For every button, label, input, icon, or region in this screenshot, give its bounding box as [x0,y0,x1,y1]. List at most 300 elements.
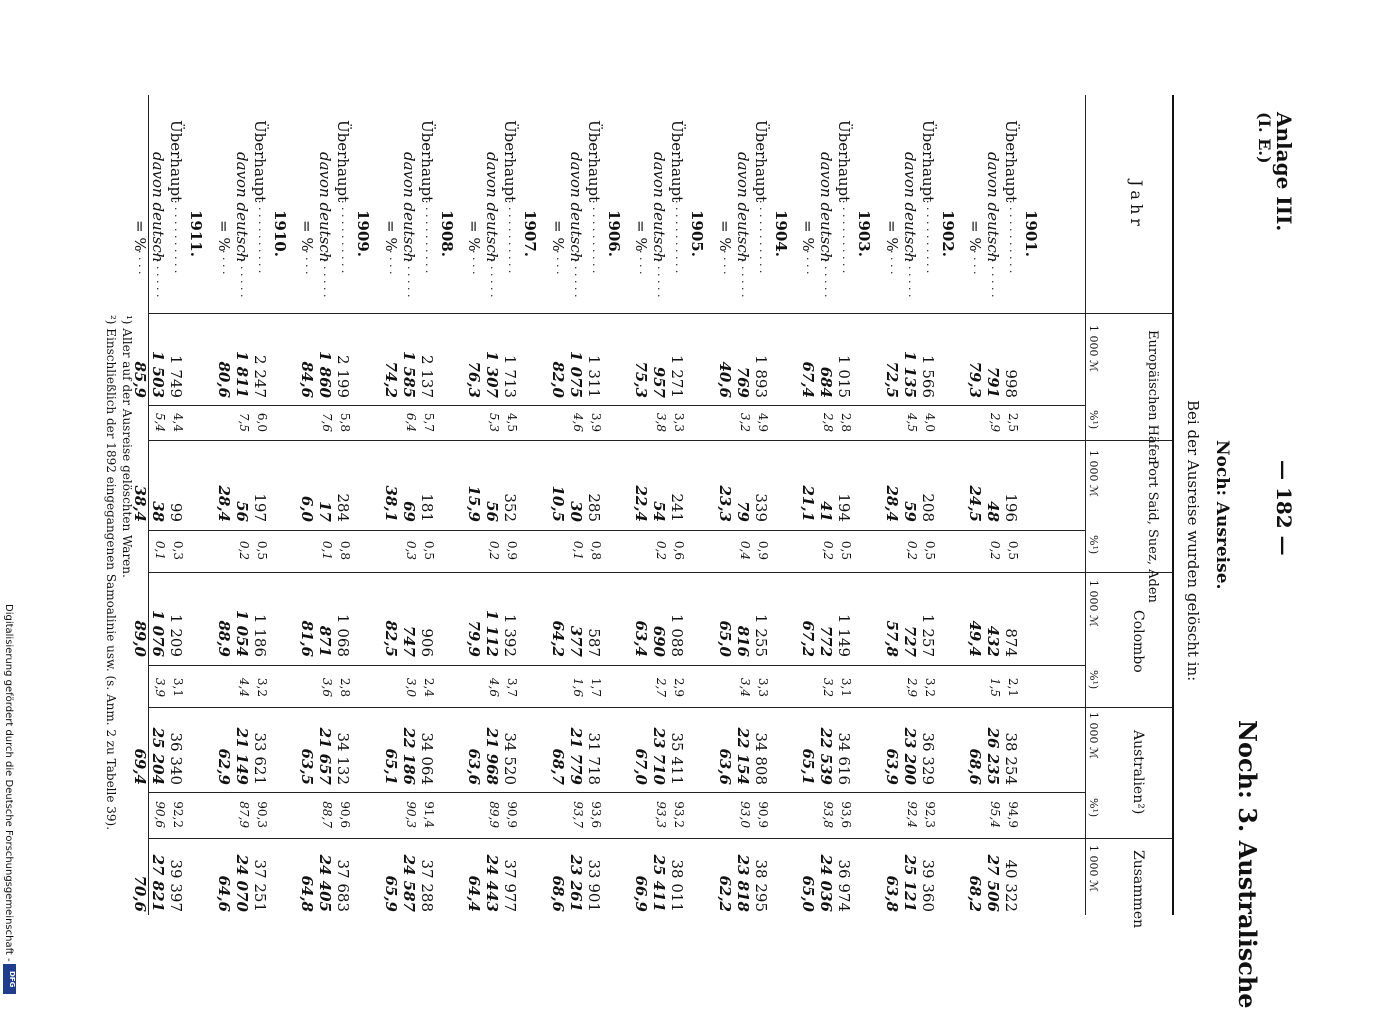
row-label-german: davon deutsch [232,152,251,263]
table-cell: 79,3 [966,361,984,398]
table-cell: 1 893 [751,355,770,398]
table-cell: 22 186 [399,727,418,785]
leader-dots: . . . . . . . . . . . [255,200,269,274]
table-cell: 40 322 [1002,859,1020,912]
header-group-5: Zusammen [1130,850,1146,929]
table-cell: 90,6 [153,801,167,828]
row-label-share: = % [966,220,984,252]
anlage-label: Anlage III. [1272,112,1296,232]
col-divider-4 [148,572,1172,573]
year-heading: 1906. [604,210,623,257]
table-cell: 1 076 [149,610,167,657]
row-label-share: = % [298,220,316,252]
table-cell: 93,3 [654,801,668,828]
table-cell: 3,6 [320,677,334,697]
table-cell: 23 261 [566,854,585,912]
table-cell: 1 392 [501,614,519,657]
table-cell: 1 503 [149,351,167,398]
year-heading: 1908. [437,210,456,257]
table-cell: 0,5 [839,540,853,560]
table-cell: 0,1 [320,540,334,560]
table-cell: 34 520 [501,732,519,785]
row-label-german: davon deutsch [566,152,585,263]
table-cell: 2,8 [338,677,352,697]
table-cell: 0,4 [737,540,752,560]
table-cell: 957 [650,366,668,398]
table-cell: 1 311 [584,355,603,398]
leader-dots: . . . . . . . [571,252,585,298]
table-cell: 2,5 [1006,412,1020,432]
table-cell: 21 968 [483,727,501,785]
leader-dots: . . . . . . . . . . . [1007,200,1020,274]
table-cell: 0,2 [821,540,835,560]
row-label-share: = % [548,220,567,252]
table-cell: 65,0 [715,620,734,657]
leader-dots: . . . . [219,250,233,275]
table-cell: 1 149 [835,614,853,657]
table-cell: 2,7 [654,677,668,697]
table-cell: 88,7 [320,801,334,828]
table-cell: 21,1 [799,485,817,522]
table-cell: 62,9 [214,748,233,785]
table-cell: 1 209 [167,614,185,657]
table-cell: 22 154 [733,727,752,785]
dfg-logo: DFG [3,964,16,994]
table-cell: 92,4 [904,801,919,828]
table-cell: 93,8 [821,801,835,828]
table-cell: 24 405 [316,854,334,912]
table-cell: 2,9 [672,677,686,697]
table-cell: 90,3 [254,801,269,828]
table-cell: 92,3 [922,801,937,828]
table-cell: 90,9 [505,801,519,828]
table-cell: 1 307 [483,351,501,398]
row-label-total: Überhaupt [250,120,269,203]
table-cell: 0,8 [338,540,352,560]
table-cell: 0,2 [988,540,1002,560]
table-cell: 791 [984,366,1002,398]
header-unit-2: 1 000 ℳ [1087,450,1100,497]
table-cell: 1,7 [588,677,603,697]
table-cell: 24 036 [817,854,835,912]
row-label-german: davon deutsch [399,152,418,263]
table-cell: 82,0 [548,361,567,398]
row-label-german: davon deutsch [483,152,501,263]
table-cell: 0,5 [922,540,937,560]
header-group-4: Australien²) [1130,730,1146,815]
table-cell: 5,3 [487,412,501,432]
table-cell: 82,5 [381,620,400,657]
table-cell: 65,1 [381,748,400,785]
table-cell: 769 [733,366,752,398]
table-cell: 1 811 [232,351,251,398]
table-cell: 2 247 [250,355,269,398]
header-pct-1: %¹) [1087,410,1100,430]
table-cell: 33 901 [584,859,603,912]
table-cell: 2,1 [1006,677,1020,697]
row-label-total: Überhaupt [334,120,352,203]
table-cell: 816 [733,625,752,657]
header-pct-3: %¹) [1087,670,1100,690]
leader-dots: . . . . . . . [738,252,752,298]
table-cell: 727 [900,625,919,657]
table-cell: 64,4 [465,875,483,912]
table-cell: 79 [733,501,752,522]
table-cell: 49,4 [966,620,984,657]
table-cell: 0,9 [505,540,519,560]
row-label-german: davon deutsch [316,152,334,263]
table-cell: 196 [1002,493,1020,522]
row-label-share: = % [715,220,734,252]
table-cell: 67,0 [632,748,650,785]
leader-dots: . . . . [637,250,650,275]
table-cell: 63,8 [882,875,901,912]
table-cell: 23 200 [900,727,919,785]
leader-dots: . . . . [136,250,149,275]
table-cell: 95,4 [988,801,1002,828]
table-cell: 684 [817,366,835,398]
table-cell: 871 [316,625,334,657]
leader-dots: . . . . . . . [822,252,835,298]
table-cell: 1 054 [232,610,251,657]
table-cell: 89,9 [487,801,501,828]
header-unit-4: 1 000 ℳ [1087,712,1100,759]
table-cell: 4,0 [922,412,937,432]
noch-title: Noch: 3. Australische [1233,720,1262,1009]
anlage-sub-label: (I. E.) [1255,112,1274,164]
table-cell: 0,1 [153,540,167,560]
table-cell: 87,9 [236,801,251,828]
year-heading: 1910. [270,210,289,257]
table-cell: 38,1 [381,485,400,522]
table-cell: 89,0 [131,620,149,657]
table-cell: 68,6 [548,875,567,912]
table-cell: 26 235 [984,727,1002,785]
table-cell: 64,2 [548,620,567,657]
leader-dots: . . . . [303,250,316,275]
table-cell: 0,1 [570,540,585,560]
table-cell: 65,0 [799,875,817,912]
table-cell: 70,6 [131,875,149,912]
row-label-german: davon deutsch [817,152,835,263]
table-cell: 23 818 [733,854,752,912]
col-divider-3 [148,530,1086,531]
table-cell: 2,9 [988,412,1002,432]
table-cell: 587 [584,628,603,657]
table-cell: 90,9 [755,801,770,828]
table-cell: 2 199 [334,355,352,398]
table-cell: 906 [417,628,436,657]
table-cell: 2,9 [904,677,919,697]
table-cell: 38 [149,501,167,522]
row-label-total: Überhaupt [417,120,436,203]
row-label-share: = % [882,220,901,252]
year-heading: 1902. [938,210,957,257]
table-cell: 66,9 [632,875,650,912]
table-cell: 1 585 [399,351,418,398]
table-cell: 65,9 [381,875,400,912]
table-cell: 1,6 [570,677,585,697]
header-group-1: Europäischen Häfen [1145,330,1160,465]
table-cell: 37 288 [417,859,436,912]
table-cell: 3,7 [505,677,519,697]
row-label-german: davon deutsch [650,152,668,263]
leader-dots: . . . . [887,250,901,275]
table-cell: 68,2 [966,875,984,912]
table-cell: 0,2 [236,540,251,560]
footnote-2: ²) Einschließlich der 1892 eingegangenen Samoalinie usw. (s. Anm. 2 zu Tabelle 39). [104,315,118,831]
leader-dots: . . . . . . . [655,252,668,298]
leader-dots: . . . . . . . . . . . [589,200,603,274]
table-cell: 93,0 [737,801,752,828]
table-cell: 33 621 [250,732,269,785]
table-cell: 0,3 [403,540,418,560]
leader-dots: . . . . [470,250,483,275]
col-divider-2 [148,440,1172,441]
leader-dots: . . . . . . . [404,252,418,298]
table-cell: 37 977 [501,859,519,912]
table-cell: 1 255 [751,614,770,657]
table-cell: 67,4 [799,361,817,398]
row-label-share: = % [632,220,650,252]
table-cell: 25 121 [900,854,919,912]
row-label-total: Überhaupt [835,120,853,203]
table-cell: 747 [399,625,418,657]
table-cell: 3,2 [922,677,937,697]
table-cell: 37 683 [334,859,352,912]
table-cell: 15,9 [465,485,483,522]
table-cell: 1 068 [334,614,352,657]
table-cell: 6,0 [298,495,316,522]
table-cell: 30 [566,501,585,522]
leader-dots: . . . . . . . . . . . [506,200,519,274]
table-cell: 88,9 [214,620,233,657]
table-cell: 4,4 [171,412,185,432]
header-unit-3: 1 000 ℳ [1087,580,1100,627]
footnote-1: ¹) Aller auf der Ausreise gelöschten Waren. [120,315,134,578]
table-cell: 39 397 [167,859,185,912]
table-cell: 21 779 [566,727,585,785]
table-cell: 1 257 [918,614,937,657]
table-cell: 690 [650,625,668,657]
table-cell: 181 [417,493,436,522]
table-subtitle: Bei der Ausreise wurden gelöscht in: [1184,400,1202,682]
table-cell: 64,6 [214,875,233,912]
table-cell: 80,6 [214,361,233,398]
table-cell: 85,9 [131,361,149,398]
table-cell: 25 411 [650,854,668,912]
table-cell: 67,2 [799,620,817,657]
table-cell: 3,1 [171,677,185,697]
table-cell: 3,4 [737,677,752,697]
table-cell: 36 340 [167,732,185,785]
table-cell: 432 [984,625,1002,657]
table-cell: 23,3 [715,485,734,522]
table-cell: 194 [835,493,853,522]
year-heading: 1909. [354,210,372,257]
col-divider-8 [148,838,1172,839]
year-heading: 1901. [1022,210,1040,257]
table-cell: 0,2 [654,540,668,560]
row-label-total: Überhaupt [751,120,770,203]
leader-dots: . . . . . . . [321,252,334,298]
row-label-share: = % [131,220,149,252]
table-cell: 6,0 [254,412,269,432]
header-pct-2: %¹) [1087,535,1100,555]
table-cell: 1 749 [167,355,185,398]
table-cell: 63,6 [715,748,734,785]
leader-dots: . . . . . . . . . . . [172,200,185,274]
table-cell: 998 [1002,369,1020,398]
table-cell: 0,5 [1006,540,1020,560]
table-cell: 63,4 [632,620,650,657]
year-heading: 1904. [771,210,790,257]
table-cell: 1 112 [483,610,501,657]
table-cell: 38 011 [668,859,686,912]
table-cell: 3,9 [588,412,603,432]
table-cell: 36 329 [918,732,937,785]
row-label-total: Überhaupt [668,120,686,203]
table-cell: 3,1 [839,677,853,697]
table-cell: 93,6 [839,801,853,828]
table-cell: 34 132 [334,732,352,785]
table-cell: 59 [900,501,919,522]
table-cell: 4,5 [904,412,919,432]
header-group-3: Colombo [1130,610,1146,673]
table-cell: 208 [918,493,937,522]
table-cell: 339 [751,493,770,522]
section-title: Noch: Ausreise. [1212,440,1232,590]
table-cell: 0,9 [755,540,770,560]
table-cell: 38 295 [751,859,770,912]
header-pct-4: %¹) [1087,798,1100,818]
table-cell: 39 360 [918,859,937,912]
table-cell: 4,6 [487,677,501,697]
year-heading: 1903. [855,210,873,257]
table-cell: 34 064 [417,732,436,785]
table-cell: 0,5 [421,540,436,560]
row-label-share: = % [381,220,400,252]
row-label-total: Überhaupt [1002,120,1020,203]
header-unit-5: 1 000 ℳ [1087,845,1100,892]
table-cell: 1 075 [566,351,585,398]
table-cell: 94,9 [1006,801,1020,828]
table-cell: 241 [668,493,686,522]
table-cell: 99 [167,502,185,522]
year-heading: 1905. [688,210,706,257]
table-cell: 63,5 [298,748,316,785]
leader-dots: . . . . . . . . . . . [339,200,352,274]
table-cell: 377 [566,625,585,657]
table-cell: 92,2 [171,801,185,828]
table-cell: 0,2 [487,540,501,560]
col-divider-6 [148,707,1172,708]
col-divider-5 [148,665,1086,666]
table-cell: 3,0 [403,677,418,697]
table-cell: 28,4 [214,485,233,522]
leader-dots: . . . . . . . [905,252,919,298]
table-cell: 28,4 [882,485,901,522]
table-cell: 874 [1002,628,1020,657]
table-cell: 3,2 [737,412,752,432]
table-cell: 1 088 [668,614,686,657]
row-label-german: davon deutsch [733,152,752,263]
table-cell: 57,8 [882,620,901,657]
table-cell: 3,2 [254,677,269,697]
table-cell: 38 254 [1002,732,1020,785]
table-cell: 7,5 [236,412,251,432]
table-cell: 4,6 [570,412,585,432]
table-cell: 91,4 [421,801,436,828]
table-cell: 27 821 [149,854,167,912]
table-cell: 90,3 [403,801,418,828]
table-cell: 84,6 [298,361,316,398]
table-cell: 4,5 [505,412,519,432]
table-cell: 284 [334,493,352,522]
year-heading: 1911. [187,210,205,257]
table-cell: 21 149 [232,727,251,785]
leader-dots: . . . . . . . . . . . [756,200,770,274]
leader-dots: . . . . . . . . . . . [422,200,436,274]
table-cell: 54 [650,501,668,522]
table-cell: 21 657 [316,727,334,785]
table-cell: 1 015 [835,355,853,398]
table-cell: 37 251 [250,859,269,912]
table-cell: 69,4 [131,748,149,785]
table-cell: 68,6 [966,748,984,785]
table-cell: 64,8 [298,875,316,912]
row-label-german: davon deutsch [149,152,167,263]
row-label-share: = % [214,220,233,252]
table-cell: 24,5 [966,485,984,522]
table-cell: 5,4 [153,412,167,432]
table-cell: 90,6 [338,801,352,828]
table-cell: 5,8 [338,412,352,432]
table-cell: 0,8 [588,540,603,560]
table-cell: 24 587 [399,854,418,912]
digitization-note: Digitalisierung gefördert durch die Deutsche Forschungsgemeinschaft - [3,604,14,962]
table-cell: 17 [316,501,334,522]
table-cell: 772 [817,625,835,657]
table-cell: 63,9 [882,748,901,785]
table-cell: 23 710 [650,727,668,785]
table-cell: 34 616 [835,732,853,785]
table-cell: 3,8 [654,412,668,432]
table-cell: 38,4 [131,485,149,522]
table-cell: 1 186 [250,614,269,657]
table-cell: 5,7 [421,412,436,432]
leader-dots: . . . . [386,250,400,275]
table-cell: 36 974 [835,859,853,912]
table-cell: 2,8 [821,412,835,432]
leader-dots: . . . . . . . . . . . [673,200,686,274]
table-cell: 48 [984,501,1002,522]
table-cell: 34 808 [751,732,770,785]
table-cell: 75,3 [632,361,650,398]
table-cell: 40,6 [715,361,734,398]
row-label-total: Überhaupt [167,120,185,203]
leader-dots: . . . . . . . [488,252,501,298]
table-cell: 22,4 [632,485,650,522]
table-cell: 6,4 [403,412,418,432]
table-cell: 2,8 [839,412,853,432]
table-cell: 56 [483,501,501,522]
leader-dots: . . . . [804,250,817,275]
leader-dots: . . . . . . . . . . . [840,200,853,274]
col-divider-1 [148,405,1086,406]
table-cell: 31 718 [584,732,603,785]
table-cell: 7,6 [320,412,334,432]
